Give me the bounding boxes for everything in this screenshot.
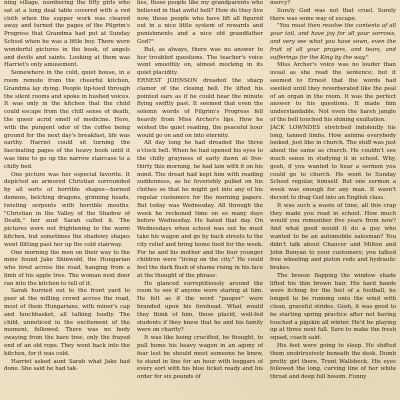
paragraph: His feet were going to sleep. He shifted them unobtrusively beneath the desk. Dumb pretty girl there, Trent Wallsbeck. His eyes followed the long, curving line of her white throat and deep full bosom. Funny [270,343,396,381]
text-column-left [4,0,130,400]
section-opening-paragraph: ERNEST JOHNSON dreaded the sharp clamor of the closing bell. He lifted his pointed ears as if he could hear the minute flying swiftly past. It seemed that even the solemn words of Pilgrim's Progress fell heavily from Miss Archer's lips. How he wished the quiet reading, the peaceful hour would go on and on into eternity. [137,77,263,139]
paragraph: Miss Archer's voice was no louder than usual as she read the sentence; but it seemed to Ernest that the words had swelled until they reverberated like the peal of an organ in the room. It was the perfect answer to his questions. It made him understandable. Not even the harsh jangle of the bell touched his shining exultation. [270,62,396,123]
quoted-passage: "You must then resolve the contents of all your toil, and have joy for all your sorrows, and very see what you have sown, even the fruit of all your prayers, and tears, and sufferings for the King by the way." [270,23,396,61]
paragraph: All day long he had dreaded the three o'clock bell. When he had opened his eyes to the chilly grayness of early dawn at five-thirty this morning, he had lain with it on his mind. The dread had kept him with reading suddenness, as he feverishly pulled on his clothes so that he might get into any of his regular customers for the morning papers. But today was Wednesday. All through the week he reckoned time on so many days before Wednesday. He hated that day. On Wednesdays when school was out he must take his wagon and go by back streets to the city relief and bring home food for the week. For he and his mother and the four younger children were "living on the city." He could feel the dark flush of shame rising in his face at the thought of the phrase. [137,140,263,279]
paragraph: Harriet asked aunt Sarah what Jake had done. She said he had tak- [4,358,130,373]
paragraph: ning village, numbering the fifty girls who sat at a long deal table covered with a red cloth when the supper work was cleared away and turned the pages of the Pilgrim's Progress that Grandma had put at Sunday School when he was a little boy. There were wonderful pictures in the book, of angels and devils and saints. Looking at them was Harriet's only amusement. [4,0,130,69]
paragraph: One morning the men on their way to the mine found Jake Shinwold, the Hungarian who lived across the road, hanging from a limb of his apple tree. The woman next door ran into the kitchen to tell of it. [4,249,130,287]
paragraph: One picture was her especial favorite. It depicted an armored Christian surrounded by all sorts of horrible shapes—horned demons, belching dragons, grinning heads, twisting serpents with horrible mouths. "Christian in the Valley of the Shadow of Death," her aunt Sarah called it. The pictures were not frightening to the warm kitchen, but sometimes the shadowy shapes went flitting past her up the cold stairway. [4,171,130,248]
paragraph: lies, those people like my grandparents who believed in that awful hell? How do they live now, those people who have lift all figured out in a nice little system of rewards and punishments and a nice old grandfather God?" [137,0,263,45]
section-opening-paragraph: JACK LOWNDES stretched indolently his long, tanned limbs. How asinine everybody looked, just like in church. The stuff was just about the same as church. He couldn't see much sense in studying it in school. Why, gosh, if you wanted to hear a sermon you could go to church. He went to Sunday School regular, himself. But one sermon a week was enough for any man. It wasn't decent to drag God into an English class. [270,124,396,201]
paragraph: It was like being crucified, he thought, to pull home his heavy wagon in an agony of fear lest he should meet someone he knew, to stand in line for an hour with beggars of every sort with his blue ticket ready and his order for six pounds of [137,335,263,381]
text-column-middle [137,0,263,400]
text-column-right [270,0,396,400]
paragraph: Surely God was not that cruel. Surely there was some way of escape. [270,7,396,22]
paragraph: He glanced surreptitiously around the room to see if anyone were staring at him. He felt as if the word "pauper" were branded upon his forehead. What would they think of him, those placid, well-fed students if they knew that he and his family were on charity? [137,280,263,334]
paragraph: It was such a waste of time, all this crap they made you read in school. How much would you remember five years from now? And what good would it do a guy who wanted to be an automobile salesman? You didn't talk about Chaucer and Milton and John Bunyan to your customers; you talked free wheeling and piston rods and hydraulic brakes. [270,202,396,272]
paragraph: Sarah hurried out to the front yard to peer at the milling crowd across the road, most of them Hungarians, with miner's cap and lunchbasket, all talking loudly. The child, unnoticed in the excitement of the moment, followed. There was no body swaying from the bare tree, only the frayed end of an old rope. They went back into the kitchen, for it was cold. [4,288,130,357]
paragraph: The breeze flapping the window shade lifted his thin brown hair. His hard hands were itching for the feel of a football, he longed to be running onto the wind with clean, graceful strides. Gosh, it was good to be starting spring practice after not having touched a pigskin all winter. He'd be playing up at three next fall. Sure to make the fresh squad, coach said. [270,272,396,342]
paragraph: mercy? [270,0,291,6]
paragraph: But, as always, there was no answer to her troubled questions. The teacher's voice went smoothly on, almost mocking in its quiet placidity. [137,46,263,77]
paragraph: Somewhere in the cold, quiet house, in a room remote from the cheerful kitchen, Grandma lay dying. People tip-toed through the silent rooms and spoke in hushed voices. It was only in the kitchen that the child could escape from the chill sense of death, the queer acrid smell of medicine. Here, with the pungent odor of the coffee being ground for the next day's breakfast, life was earthy. Harriet could sit turning the fascinating pages of the heavy book until it was time to go up the narrow staircase to a chilly bed. [4,70,130,170]
